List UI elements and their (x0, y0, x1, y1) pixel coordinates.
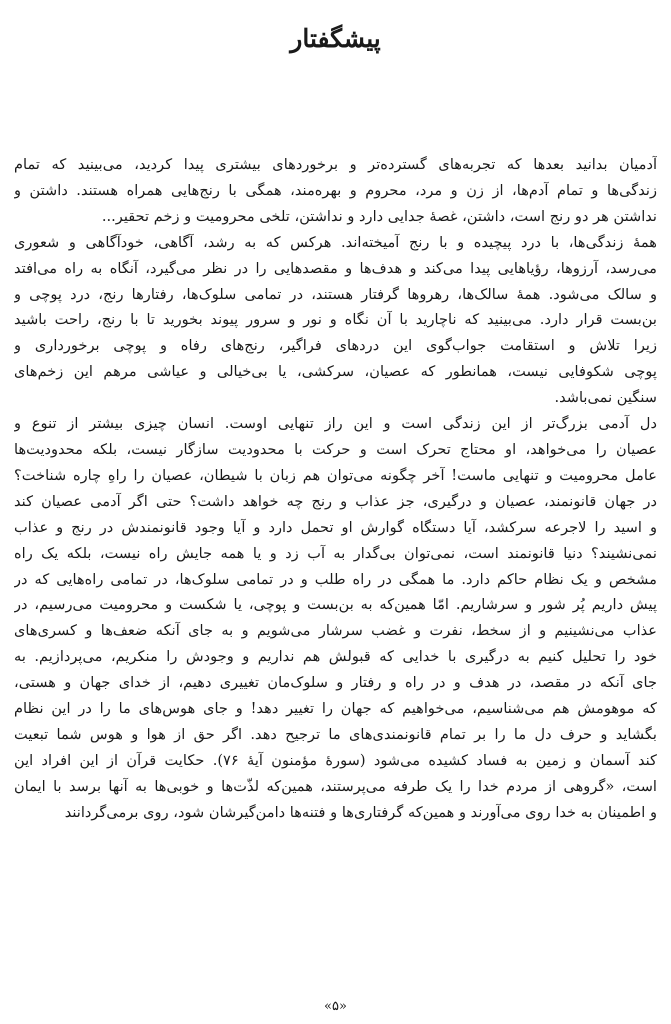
text-line: نمی‌نشیند؟ دنیا قانونمند است، نمی‌توان بی‌گدار به آب زد و یا همه جایش راه نیست، بلکه یک راه (14, 544, 657, 562)
text-line: همهٔ زندگی‌ها، با درد پیچیده و با رنج آمیخته‌اند. هرکس که به رشد، آگاهی، خودآگاهی و شعوری (14, 233, 657, 251)
text-line: می‌رسد، آرزوها، رؤیاهایی پیدا می‌کند و هدف‌ها و مقصدهایی را در نظر می‌گیرد، آنگاه به راه می‌افتد (14, 259, 657, 277)
paragraph (14, 230, 657, 411)
text-line: مشخص و یک نظام حاکم دارد. ما همگی در راه طلب و در تمامی سلوک‌ها، در تمامی راه‌هایی که در (14, 570, 657, 588)
text-line: و اطمینان به خدا روی می‌آورند و همین‌که گرفتاری‌ها و فتنه‌ها دامن‌گیرشان شود، روی برمی‌گردانند (64, 803, 657, 821)
text-line: بن‌بست قرار دارد. می‌بینید که ناچارید با آن نگاه و نور و سرور پیوند بخورید تا با رنج، راحت باشید (14, 311, 657, 329)
text-line: خود را تحلیل کنیم به درگیری با خدایی که قبولش هم نداریم و وجودش را منکریم، می‌پردازیم. به (14, 648, 657, 666)
paragraph (14, 411, 657, 826)
text-line: پیش داریم پُر شور و سرشاریم. امّا همین‌که به بن‌بست و پوچی، یا شکست و محرومیت می‌رسیم، در (14, 596, 657, 614)
text-line: عصیان را می‌خواهد، او محتاج تحرک است و حرکت با محدودیت سازگار نیست، بلکه محدودیت‌ها (14, 440, 657, 458)
text-line: سنگین نمی‌باشد. (554, 389, 657, 407)
text-line: زیرا تلاش و استقامت جواب‌گوی این دردهای فراگیر، رنج‌های رفاه و پوچی برخورداری و (14, 337, 657, 355)
page-title: پیشگفتار (290, 24, 381, 53)
text-line: و سالک می‌شود. همهٔ سالک‌ها، رهروها گرفتار هستند، در تمامی سلوک‌ها، رفتارها رنج، درد پوچی و (14, 285, 657, 303)
text-line: پوچی شکوفایی نیست، همانطور که عصیان، سرکشی، یا بی‌خیالی و عیاشی مرهم این زخم‌های (14, 363, 657, 381)
text-line: در جهان قانونمند، عصیان و درگیری، جز عذاب و رنج چه خواهد داشت؟ حتی اگر آدمی عصیان کند (14, 492, 657, 510)
text-line: آدمیان بدانید بعدها که تجربه‌های گسترده‌تر و برخوردهای بیشتری پیدا کردید، می‌بینید که تمام (14, 156, 657, 173)
text-line: زندگی‌ها و تمام آدم‌ها، از زن و مرد، محروم و بهره‌مند، همگی با رنج‌هایی همراه هستند. داشتن و (14, 181, 657, 199)
text-line: عامل محرومیت و تنهایی ماست! آخر چگونه می‌توان هم زبان با شیطان، عصیان را راهِ چاره شناخت؟ (14, 466, 657, 484)
body-text (14, 152, 657, 826)
text-line: نداشتن هر دو رنج است، داشتن، غصهٔ جدایی دارد و نداشتن، تلخی محرومیت و زخم تحقیر... (101, 207, 657, 225)
text-line: بگشاید و حرف دل ما را بر تمام قانونمندی‌های ما ترجیح دهد. اگر حق از هوا و هوس شما تبعیت (14, 725, 657, 743)
text-line: جای آنکه در مقصد، در هدف و در راه و رفتار و سلوک‌مان تغییری دهیم، از خدای جهان و هستی، (14, 674, 657, 692)
paragraph (14, 152, 657, 230)
text-line: و اسید را لاجرعه سرکشد، آیا دستگاه گوارش او تحمل دارد و آیا وجود قانونمندش در رنج و عذاب (14, 518, 657, 536)
text-line: که موهومش هم می‌شناسیم، می‌خواهیم که جهان را تغییر دهد! و جای هوس‌های ما را در این نظام (14, 700, 657, 718)
text-line: دل آدمی بزرگ‌تر از این زندگی است و این راز تنهایی اوست. انسان چیزی بیشتر از تنوع و (14, 415, 657, 433)
page-number: «۵» (324, 999, 347, 1014)
text-line: کند آسمان و زمین به فساد کشیده می‌شود (سورهٔ مؤمنون آیهٔ ۷۶). حکایت قرآن از این افراد این (14, 751, 657, 769)
text-line: عذاب می‌نشینیم و از سخط، نفرت و غضب سرشار می‌شویم و به جای آنکه ضعف‌ها و کسری‌های (14, 622, 657, 640)
text-line: است، «گروهی از مردم خدا را یک طرفه می‌پرستند، همین‌که لذّت‌ها و خوبی‌ها به آنها برسد با ایمان (14, 777, 657, 795)
